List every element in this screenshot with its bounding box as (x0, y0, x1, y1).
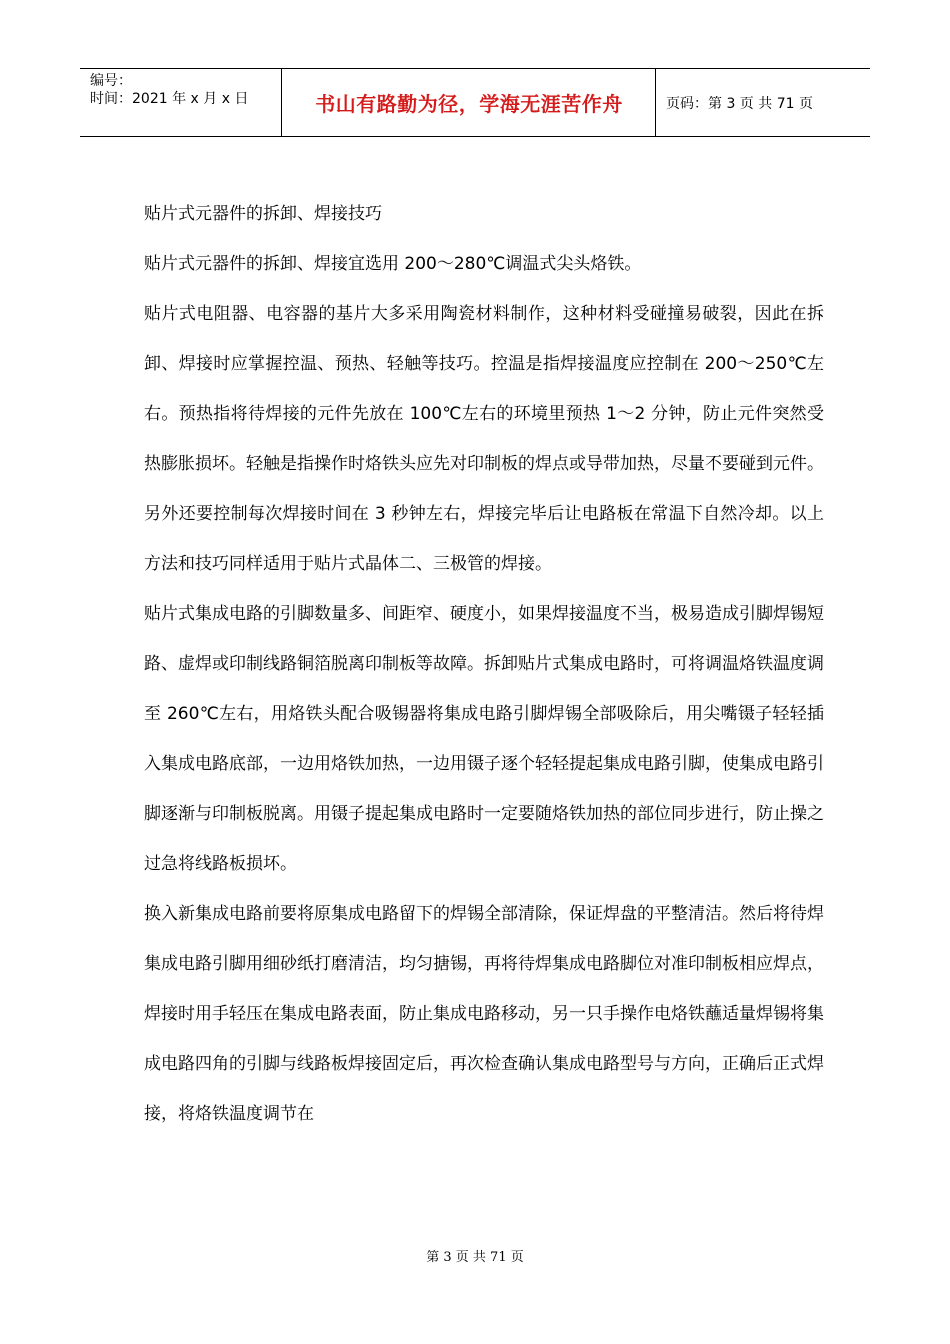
paragraph: 贴片式集成电路的引脚数量多、间距窄、硬度小，如果焊接温度不当，极易造成引脚焊锡短路、虚焊或印制线路铜箔脱离印制板等故障。拆卸贴片式集成电路时，可将调温烙铁温度调至 260℃左右，用烙铁头配合吸锡器将集成电路引脚焊锡全部吸除后，用尖嘴镊子轻轻插入集成电路底部，一边用烙铁加热，一边用镊子逐个轻轻提起集成电路引脚，使集成电路引脚逐渐与印制板脱离。用镊子提起集成电路时一定要随烙铁加热的部位同步进行，防止操之过急将线路板损坏。 (144, 604, 824, 874)
section-title: 贴片式元器件的拆卸、焊接技巧 (144, 204, 382, 224)
header-motto: 书山有路勤为径，学海无涯苦作舟 (283, 69, 656, 136)
paragraph: 贴片式电阻器、电容器的基片大多采用陶瓷材料制作，这种材料受碰撞易破裂，因此在拆卸、焊接时应掌握控温、预热、轻触等技巧。控温是指焊接温度应控制在 200～250℃左右。预热指将待焊接的元件先放在 100℃左右的环境里预热 1～2 分钟，防止元件突然受热膨胀损坏。轻触是指操作时烙铁头应先对印制板的焊点或导带加热，尽量不要碰到元件。另外还要控制每次焊接时间在 3 秒钟左右，焊接完毕后让电路板在常温下自然冷却。以上方法和技巧同样适用于贴片式晶体二、三极管的焊接。 (144, 304, 824, 574)
header-meta (80, 69, 282, 136)
paragraph: 换入新集成电路前要将原集成电路留下的焊锡全部清除，保证焊盘的平整清洁。然后将待焊集成电路引脚用细砂纸打磨清洁，均匀搪锡，再将待焊集成电路脚位对准印制板相应焊点，焊接时用手轻压在集成电路表面，防止集成电路移动，另一只手操作电烙铁蘸适量焊锡将集成电路四角的引脚与线路板焊接固定后，再次检查确认集成电路型号与方向，正确后正式焊接，将烙铁温度调节在 (144, 904, 824, 1124)
document-number-label: 编号： (90, 73, 132, 89)
page-footer: 第 3 页 共 71 页 (426, 1250, 524, 1265)
header-page-info: 页码：第 3 页 共 71 页 (666, 95, 813, 112)
document-date-label: 时间：2021 年 x 月 x 日 (90, 91, 249, 107)
page-header (80, 68, 870, 137)
document-body (144, 189, 824, 1139)
paragraph: 贴片式元器件的拆卸、焊接宜选用 200～280℃调温式尖头烙铁。 (144, 254, 642, 274)
